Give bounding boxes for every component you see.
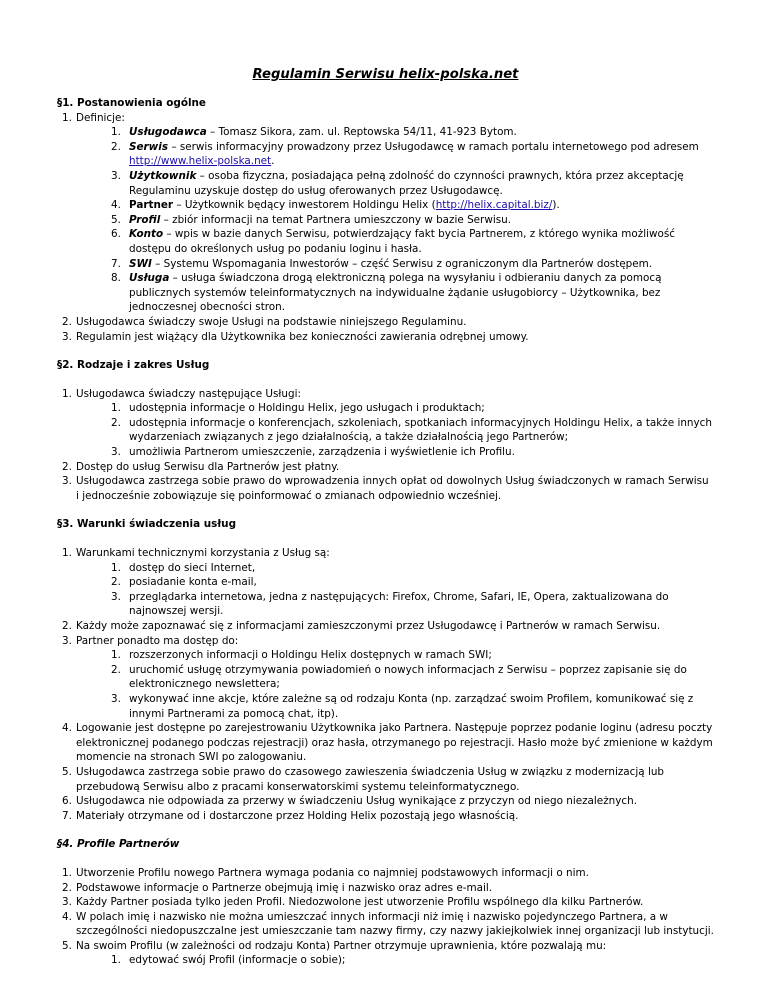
sub-list-item-text [129, 663, 714, 692]
sub-list-item-text [129, 140, 714, 169]
list-item-text: Na swoim Profilu (w zależności od rodzaju Konta) Partner otrzymuje uprawnienia, które pozwalają mu: [76, 939, 607, 952]
list-item-number: 5. [62, 939, 72, 952]
definition-text: – usługa świadczona drogą elektroniczną polega na wysyłaniu i odbieraniu danych za pomocą publicznych systemów teleinformatycznych na indywidualne żądanie usługobiorcy – Użytkownika, bez jednoczesnej obecności stron. [129, 272, 662, 314]
definition-text: – osoba fizyczna, posiadająca pełną zdolność do czynności prawnych, która przez akceptację Regulaminu uzyskuje dostęp do usług oferowanych przez Usługodawcę. [129, 169, 684, 197]
list-item [57, 910, 714, 939]
sub-list-item [57, 445, 714, 460]
list-item-text: Regulamin jest wiążący dla Użytkownika bez konieczności zawierania odrębnej umowy. [76, 330, 529, 343]
definition-text: wykonywać inne akcje, które zależne są od rodzaju Konta (np. zarządzać swoim Profilem, komunikować się z innymi Partnerami za pomocą chat, itp). [129, 692, 694, 720]
definition-text: uruchomić usługę otrzymywania powiadomień o nowych informacjach z Serwisu – poprzez zapisanie się do elektronicznego newslettera; [129, 663, 687, 691]
sub-list-item [57, 257, 714, 272]
definition-text-end: . [271, 155, 275, 168]
section-heading: §3. Warunki świadczenia usług [57, 518, 237, 531]
list-item-number: 3. [62, 475, 72, 488]
definition-text: umożliwia Partnerom umieszczenie, zarządzenia i wyświetlenie ich Profilu. [129, 446, 515, 459]
sub-list-item-number: 1. [111, 126, 121, 139]
list-item-text: Usługodawca zastrzega sobie prawo do wprowadzenia innych opłat od dowolnych Usług świadczonych w ramach Serwisu i jednocześnie zobowiązuje się poinformować o zmianach odpowiednio wcześniej. [76, 475, 709, 502]
sub-list-item [57, 401, 714, 416]
list-item-text: Każdy może zapoznawać się z informacjami zamieszczonymi przez Usługodawcę i Partnerów w ramach Serwisu. [76, 620, 661, 632]
sub-list-item-number: 5. [111, 213, 121, 226]
url-link[interactable]: http://helix.capital.biz/ [435, 199, 553, 212]
sub-list-item-text [129, 648, 714, 663]
sub-list-item-number: 8. [111, 272, 121, 285]
sub-list-item-number: 3. [111, 169, 121, 182]
sub-list-item-number: 1. [111, 561, 121, 574]
list-item [57, 634, 714, 649]
definition-term: Użytkownik [129, 169, 197, 182]
sub-list-item [57, 648, 714, 663]
sub-list-item [57, 198, 714, 213]
list-item [57, 315, 714, 330]
list-item [57, 895, 714, 910]
section [57, 358, 714, 503]
definition-text: – Użytkownik będący inwestorem Holdingu Helix ( [173, 199, 436, 212]
sub-list-item-number: 1. [111, 402, 121, 415]
list-item-number: 2. [62, 881, 72, 894]
sub-list-item-number: 3. [111, 692, 121, 705]
definition-text: – zbiór informacji na temat Partnera umieszczony w bazie Serwisu. [160, 213, 512, 226]
section-heading: §2. Rodzaje i zakres Usług [57, 359, 210, 372]
list-item-number: 7. [62, 809, 72, 822]
sub-list-item-text [129, 445, 714, 460]
list-item-number: 4. [62, 910, 72, 923]
sub-list-item-text [129, 416, 714, 445]
list-item-text: Materiały otrzymane od i dostarczone przez Holding Helix pozostają jego własnością. [76, 809, 519, 822]
sub-list-item-text [129, 227, 714, 256]
list-item-number: 2. [62, 315, 72, 328]
list-item-number: 1. [62, 866, 72, 879]
list-item-number: 3. [62, 634, 72, 647]
sub-list-item-number: 7. [111, 257, 121, 270]
list-item [57, 474, 714, 503]
sub-list-item-number: 2. [111, 416, 121, 429]
sub-list-item [57, 227, 714, 256]
list-item-number: 5. [62, 765, 72, 778]
section [57, 517, 714, 823]
sub-list-item-number: 2. [111, 663, 121, 676]
sub-list-item-number: 3. [111, 590, 121, 603]
sub-list-item-text [129, 401, 714, 416]
sub-list-item [57, 169, 714, 198]
definition-term: Partner [129, 199, 174, 212]
definition-term: Usługa [129, 272, 170, 285]
list-item [57, 387, 714, 402]
definition-term: SWI [129, 257, 152, 270]
document-title: Regulamin Serwisu helix-polska.net [252, 67, 519, 82]
sub-list-item-text [129, 271, 714, 315]
list-item-text: Usługodawca zastrzega sobie prawo do czasowego zawieszenia świadczenia Usług w związku z modernizacją lub przebudową Serwisu albo z pracami konserwatorskimi systemu teleinformatycznego. [76, 765, 665, 793]
list-item-number: 2. [62, 620, 72, 632]
list-item [57, 460, 714, 475]
definition-text: przeglądarka internetowa, jedna z następujących: Firefox, Chrome, Safari, IE, Opera, zaktualizowana do najnowszej wersji. [129, 590, 669, 618]
sub-list-item-text [129, 692, 714, 721]
definition-text: posiadanie konta e-mail, [129, 576, 257, 589]
sub-list-item-text [129, 590, 714, 619]
sub-list-item-number: 1. [111, 649, 121, 662]
definition-text: – wpis w bazie danych Serwisu, potwierdzający fakt bycia Partnerem, z którego wynika możliwość dostępu do określonych usług po podaniu loginu i hasła. [129, 228, 675, 255]
sub-list-item-text [129, 257, 714, 272]
sub-list-item-number: 1. [111, 954, 121, 967]
list-item [57, 111, 714, 126]
list-item [57, 794, 714, 809]
definition-term: Usługodawca [129, 126, 207, 139]
sub-list-item-number: 2. [111, 140, 121, 153]
definition-term: Serwis [129, 140, 169, 153]
list-item-text: Usługodawca nie odpowiada za przerwy w świadczeniu Usług wynikające z przyczyn od niego niezależnych. [76, 795, 637, 808]
list-item [57, 619, 714, 634]
sub-list-item [57, 271, 714, 315]
sub-list-item [57, 140, 714, 169]
list-item-number: 2. [62, 460, 72, 473]
sub-list-item-text [129, 125, 714, 140]
list-item [57, 765, 714, 794]
sub-list-item [57, 953, 714, 968]
list-item-number: 3. [62, 330, 72, 343]
sub-list-item-text [129, 198, 714, 213]
definition-text: – Systemu Wspomagania Inwestorów – część Serwisu z ograniczonym dla Partnerów dostępem. [151, 257, 653, 270]
list-item-text: Utworzenie Profilu nowego Partnera wymaga podania co najmniej podstawowych informacji o nim. [76, 866, 589, 879]
sub-list-item-text [129, 953, 714, 968]
list-item [57, 330, 714, 345]
list-item-text: Partner ponadto ma dostęp do: [76, 634, 239, 647]
sub-list-item-number: 4. [111, 199, 121, 212]
list-item-text: W polach imię i nazwisko nie można umieszczać innych informacji niż imię i nazwisko pojedynczego Partnera, a w szczególności niedopuszczalne jest umieszczanie tam nazwy firmy, czy nazwy jakiejkolwiek innej organizacji lub instytucji. [76, 910, 714, 938]
definition-text: dostęp do sieci Internet, [129, 561, 256, 574]
list-item-text: Dostęp do usług Serwisu dla Partnerów jest płatny. [76, 460, 340, 473]
section-heading: §1. Postanowienia ogólne [57, 97, 206, 109]
sub-list-item-number: 2. [111, 576, 121, 589]
definition-text: – serwis informacyjny prowadzony przez Usługodawcę w ramach portalu internetowego pod adresem [168, 140, 699, 153]
list-item-text: Definicje: [76, 111, 125, 124]
list-item [57, 866, 714, 881]
list-item-number: 3. [62, 896, 72, 909]
list-item-text: Każdy Partner posiada tylko jeden Profil. Niedozwolone jest utworzenie Profilu wspólnego dla kilku Partnerów. [76, 896, 644, 909]
definition-text: udostępnia informacje o konferencjach, szkoleniach, spotkaniach informacyjnych Holdingu Helix, a także innych wydarzeniach związanych z jego działalnością, a także działalnością jego Partnerów; [129, 416, 712, 444]
sub-list-item-text [129, 169, 714, 198]
list-item-text: Logowanie jest dostępne po zarejestrowaniu Użytkownika jako Partnera. Następuje poprzez podanie loginu (adresu poczty elektronicznej podanego podczas rejestracji) oraz hasła, otrzymanego po rejestracji. Hasło może być zmienione w każdym momencie na stronach SWI po zalogowaniu. [76, 722, 713, 764]
url-link[interactable]: http://www.helix-polska.net [129, 155, 272, 168]
list-item-number: 1. [62, 547, 72, 560]
list-item-number: 6. [62, 795, 72, 808]
sub-list-item [57, 125, 714, 140]
sub-list-item-number: 6. [111, 228, 121, 241]
sub-list-item-text [129, 561, 714, 576]
list-item-text: Podstawowe informacje o Partnerze obejmują imię i nazwisko oraz adres e-mail. [76, 881, 493, 894]
definition-text: rozszerzonych informacji o Holdingu Helix dostępnych w ramach SWI; [129, 649, 492, 662]
list-item [57, 721, 714, 765]
definition-text: – Tomasz Sikora, zam. ul. Reptowska 54/11, 41-923 Bytom. [206, 126, 517, 139]
list-item [57, 939, 714, 954]
list-item [57, 881, 714, 896]
sub-list-item [57, 561, 714, 576]
definition-term: Profil [129, 213, 161, 226]
definition-text: edytować swój Profil (informacje o sobie); [129, 954, 346, 967]
section-heading: §4. Profile Partnerów [57, 838, 180, 851]
sub-list-item [57, 663, 714, 692]
sub-list-item [57, 213, 714, 228]
sub-list-item [57, 416, 714, 445]
list-item-text: Warunkami technicznymi korzystania z Usług są: [76, 547, 330, 560]
sub-list-item [57, 692, 714, 721]
definition-text-end: ). [552, 199, 560, 212]
list-item [57, 546, 714, 561]
sub-list-item-number: 3. [111, 446, 121, 459]
section [57, 837, 714, 968]
sub-list-item-text [129, 213, 714, 228]
section [57, 96, 714, 344]
sub-list-item [57, 590, 714, 619]
list-item-number: 4. [62, 722, 72, 735]
sub-list-item-text [129, 575, 714, 590]
list-item-number: 1. [62, 111, 72, 124]
definition-term: Konto [129, 228, 164, 241]
sub-list-item [57, 575, 714, 590]
definition-text: udostępnia informacje o Holdingu Helix, jego usługach i produktach; [129, 402, 485, 415]
list-item-text: Usługodawca świadczy swoje Usługi na podstawie niniejszego Regulaminu. [76, 315, 467, 328]
sections-container [57, 96, 714, 968]
list-item-number: 1. [62, 387, 72, 400]
list-item [57, 809, 714, 824]
list-item-text: Usługodawca świadczy następujące Usługi: [76, 387, 301, 400]
